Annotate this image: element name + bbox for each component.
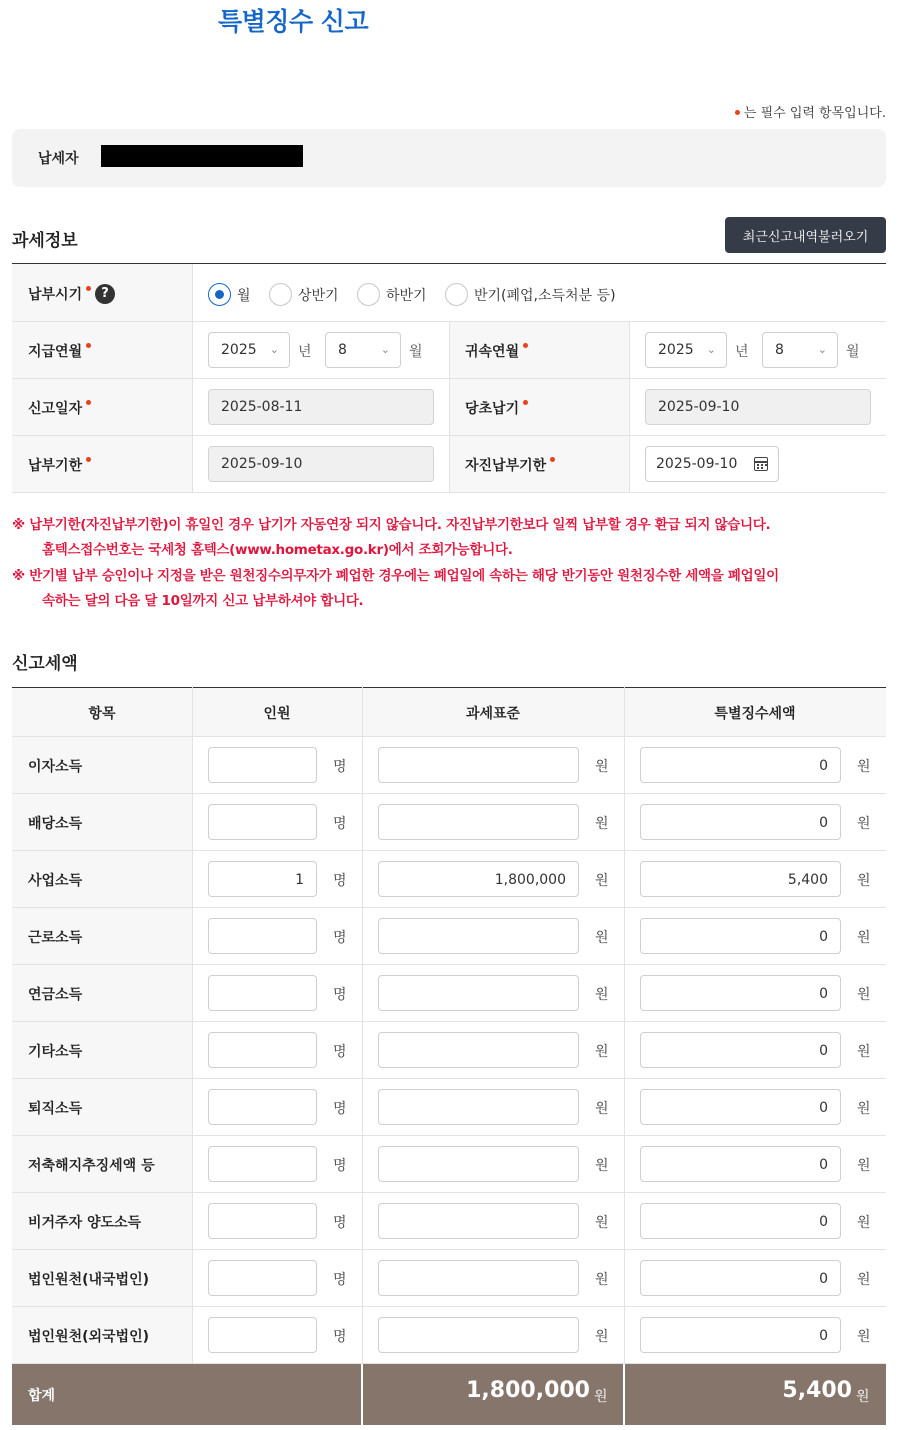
pay-month-label-text: 지급연월: [28, 344, 83, 360]
tax-base-input[interactable]: [378, 975, 579, 1011]
won-unit: 원: [595, 1158, 609, 1174]
table-row-label: 비거주자 양도소득: [28, 1215, 142, 1231]
pay-year-value: 2025: [221, 342, 257, 358]
attribution-month-select[interactable]: [762, 332, 838, 368]
people-input[interactable]: [208, 747, 317, 783]
year-unit: 년: [298, 344, 312, 360]
pay-month-label: [28, 341, 91, 361]
divider: [12, 1135, 886, 1136]
divider: [12, 793, 886, 794]
won-unit: 원: [857, 873, 871, 889]
notice-line-4: 속하는 달의 다음 달 10일까지 신고 납부하셔야 합니다.: [42, 593, 364, 609]
people-input[interactable]: 1: [208, 861, 317, 897]
radio-month[interactable]: [208, 283, 231, 306]
divider: [12, 964, 886, 965]
divider: [12, 1249, 886, 1250]
table-row-label: 배당소득: [28, 816, 83, 832]
people-unit: 명: [333, 1158, 347, 1174]
divider: [12, 907, 886, 908]
total-tax-value: 5,400: [782, 1378, 852, 1403]
tax-base-input[interactable]: 1,800,000: [378, 861, 579, 897]
divider: [12, 1192, 886, 1193]
divider: [12, 1078, 886, 1079]
radio-first-half-label[interactable]: 상반기: [298, 288, 339, 304]
payment-period-label: [28, 284, 91, 304]
won-unit: 원: [595, 759, 609, 775]
people-input[interactable]: [208, 1089, 317, 1125]
year-unit: 년: [735, 344, 749, 360]
page-title: 특별징수 신고: [218, 7, 369, 36]
total-base-unit: 원: [594, 1389, 608, 1405]
people-unit: 명: [333, 1044, 347, 1060]
tax-base-input[interactable]: [378, 1260, 579, 1296]
people-unit: 명: [333, 987, 347, 1003]
tax-base-input[interactable]: [378, 1317, 579, 1353]
required-note: [735, 102, 886, 121]
voluntary-due-label-text: 자진납부기한: [465, 458, 547, 474]
total-label: 합계: [28, 1388, 56, 1404]
attribution-year-value: 2025: [658, 342, 694, 358]
radio-second-half[interactable]: [357, 283, 380, 306]
report-date-label-text: 신고일자: [28, 401, 83, 417]
special-tax-input[interactable]: 0: [640, 918, 841, 954]
required-dot-icon: [86, 400, 91, 405]
tax-info-title: 과세정보: [12, 231, 78, 251]
total-tax-unit: 원: [856, 1389, 870, 1405]
info-top-border: [12, 263, 886, 264]
required-dot-icon: [86, 286, 91, 291]
required-dot-icon: [86, 457, 91, 462]
tax-base-input[interactable]: [378, 804, 579, 840]
required-dot-icon: [86, 343, 91, 348]
won-unit: 원: [595, 1101, 609, 1117]
won-unit: 원: [857, 1272, 871, 1288]
people-input[interactable]: [208, 1317, 317, 1353]
special-tax-input[interactable]: 0: [640, 1317, 841, 1353]
won-unit: 원: [857, 930, 871, 946]
pay-month-select[interactable]: [325, 332, 401, 368]
people-unit: 명: [333, 1215, 347, 1231]
people-unit: 명: [333, 930, 347, 946]
people-input[interactable]: [208, 1032, 317, 1068]
won-unit: 원: [857, 1101, 871, 1117]
won-unit: 원: [595, 930, 609, 946]
won-unit: 원: [857, 1329, 871, 1345]
won-unit: 원: [595, 987, 609, 1003]
radio-first-half[interactable]: [269, 283, 292, 306]
divider: [12, 850, 886, 851]
attribution-year-select[interactable]: [645, 332, 727, 368]
special-tax-input[interactable]: 0: [640, 975, 841, 1011]
people-unit: 명: [333, 873, 347, 889]
tax-base-input[interactable]: [378, 918, 579, 954]
chevron-down-icon: ⌄: [817, 343, 827, 356]
won-unit: 원: [595, 873, 609, 889]
chevron-down-icon: ⌄: [380, 343, 390, 356]
won-unit: 원: [595, 1272, 609, 1288]
special-tax-input[interactable]: 0: [640, 747, 841, 783]
table-row-label: 사업소득: [28, 873, 83, 889]
radio-half-closure[interactable]: [445, 283, 468, 306]
people-input[interactable]: [208, 918, 317, 954]
due-date-field: 2025-09-10: [208, 446, 434, 482]
divider: [12, 1306, 886, 1307]
attribution-month-label: [465, 341, 528, 361]
payment-period-label-text: 납부시기: [28, 287, 83, 303]
table-row-label: 법인원천(외국법인): [28, 1329, 149, 1345]
chevron-down-icon: ⌄: [706, 343, 716, 356]
won-unit: 원: [857, 1044, 871, 1060]
tax-base-input[interactable]: [378, 747, 579, 783]
special-tax-input[interactable]: 0: [640, 1146, 841, 1182]
voluntary-due-label: [465, 455, 555, 475]
table-row-label: 법인원천(내국법인): [28, 1272, 149, 1288]
table-top-border: [12, 687, 886, 688]
won-unit: 원: [595, 816, 609, 832]
special-tax-input[interactable]: 0: [640, 804, 841, 840]
table-header-cell: 과세표준: [465, 706, 521, 722]
won-unit: 원: [857, 1158, 871, 1174]
people-input[interactable]: [208, 1146, 317, 1182]
taxpayer-name-redacted: [101, 145, 303, 167]
people-unit: 명: [333, 816, 347, 832]
people-input[interactable]: [208, 804, 317, 840]
original-due-field: 2025-09-10: [645, 389, 871, 425]
table-row-label: 저축해지추징세액 등: [28, 1158, 155, 1174]
people-input[interactable]: [208, 1260, 317, 1296]
notice-line-1: ※ 납부기한(자진납부기한)이 휴일인 경우 납기가 자동연장 되지 않습니다. 자진납부기한보다 일찍 납부할 경우 환급 되지 않습니다.: [12, 517, 771, 533]
won-unit: 원: [595, 1329, 609, 1345]
calendar-icon[interactable]: [754, 457, 768, 471]
attribution-month-value: 8: [775, 342, 784, 358]
table-row-label: 퇴직소득: [28, 1101, 83, 1117]
total-base-value: 1,800,000: [466, 1378, 590, 1403]
month-unit: 월: [409, 344, 423, 360]
tax-amount-title: 신고세액: [12, 654, 78, 674]
won-unit: 원: [857, 759, 871, 775]
special-tax-input[interactable]: 0: [640, 1089, 841, 1125]
pay-month-value: 8: [338, 342, 347, 358]
table-row-label: 근로소득: [28, 930, 83, 946]
table-row-label: 이자소득: [28, 759, 83, 775]
tax-base-input[interactable]: [378, 1203, 579, 1239]
won-unit: 원: [595, 1215, 609, 1231]
due-date-label: [28, 455, 91, 475]
tax-base-input[interactable]: [378, 1089, 579, 1125]
divider: [624, 687, 625, 1363]
divider: [192, 687, 193, 1363]
won-unit: 원: [857, 987, 871, 1003]
won-unit: 원: [857, 1215, 871, 1231]
voluntary-due-value: 2025-09-10: [656, 456, 738, 472]
notice-line-2: 홈텍스접수번호는 국세청 홈텍스(www.hometax.go.kr)에서 조회가능합니다.: [42, 542, 513, 558]
people-unit: 명: [333, 759, 347, 775]
month-unit: 월: [846, 344, 860, 360]
divider: [12, 1021, 886, 1022]
required-dot-icon: [550, 457, 555, 462]
notice-line-3: ※ 반기별 납부 승인이나 지정을 받은 원천징수의무자가 폐업한 경우에는 폐업일에 속하는 해당 반기동안 원천징수한 세액을 폐업일이: [12, 568, 779, 584]
radio-second-half-label[interactable]: 하반기: [386, 288, 427, 304]
attribution-month-label-text: 귀속연월: [465, 344, 520, 360]
chevron-down-icon: ⌄: [269, 343, 279, 356]
table-header-cell: 항목: [88, 706, 116, 722]
report-date-field: 2025-08-11: [208, 389, 434, 425]
required-note-text: 는 필수 입력 항목입니다.: [743, 106, 886, 121]
people-unit: 명: [333, 1101, 347, 1117]
special-tax-input[interactable]: 0: [640, 1260, 841, 1296]
report-date-label: [28, 398, 91, 418]
required-dot-icon: [523, 343, 528, 348]
original-due-label-text: 당초납기: [465, 401, 520, 417]
due-date-label-text: 납부기한: [28, 458, 83, 474]
divider: [449, 321, 450, 492]
divider: [192, 264, 193, 492]
won-unit: 원: [857, 816, 871, 832]
taxpayer-label: 납세자: [38, 151, 79, 167]
divider: [12, 492, 886, 493]
radio-half-closure-label[interactable]: 반기(폐업,소득처분 등): [474, 288, 616, 304]
help-icon[interactable]: ?: [95, 284, 115, 304]
table-row-label: 기타소득: [28, 1044, 83, 1060]
load-recent-report-button[interactable]: 최근신고내역불러오기: [725, 217, 886, 253]
pay-year-select[interactable]: [208, 332, 290, 368]
people-unit: 명: [333, 1329, 347, 1345]
special-tax-input[interactable]: 0: [640, 1032, 841, 1068]
original-due-label: [465, 398, 528, 418]
people-input[interactable]: [208, 1203, 317, 1239]
divider: [12, 736, 886, 737]
special-tax-input[interactable]: 5,400: [640, 861, 841, 897]
voluntary-due-date-input[interactable]: [645, 446, 779, 482]
tax-base-input[interactable]: [378, 1032, 579, 1068]
tax-base-input[interactable]: [378, 1146, 579, 1182]
total-row: [12, 1364, 361, 1425]
divider: [629, 321, 630, 492]
won-unit: 원: [595, 1044, 609, 1060]
required-dot-icon: [523, 400, 528, 405]
taxpayer-box: [12, 129, 886, 187]
divider: [362, 687, 363, 1363]
people-unit: 명: [333, 1272, 347, 1288]
table-row-label: 연금소득: [28, 987, 83, 1003]
table-header-cell: 특별징수세액: [714, 706, 796, 722]
people-input[interactable]: [208, 975, 317, 1011]
required-dot-icon: [735, 110, 740, 115]
table-header-cell: 인원: [263, 706, 291, 722]
radio-month-label[interactable]: 월: [237, 288, 251, 304]
special-tax-input[interactable]: 0: [640, 1203, 841, 1239]
